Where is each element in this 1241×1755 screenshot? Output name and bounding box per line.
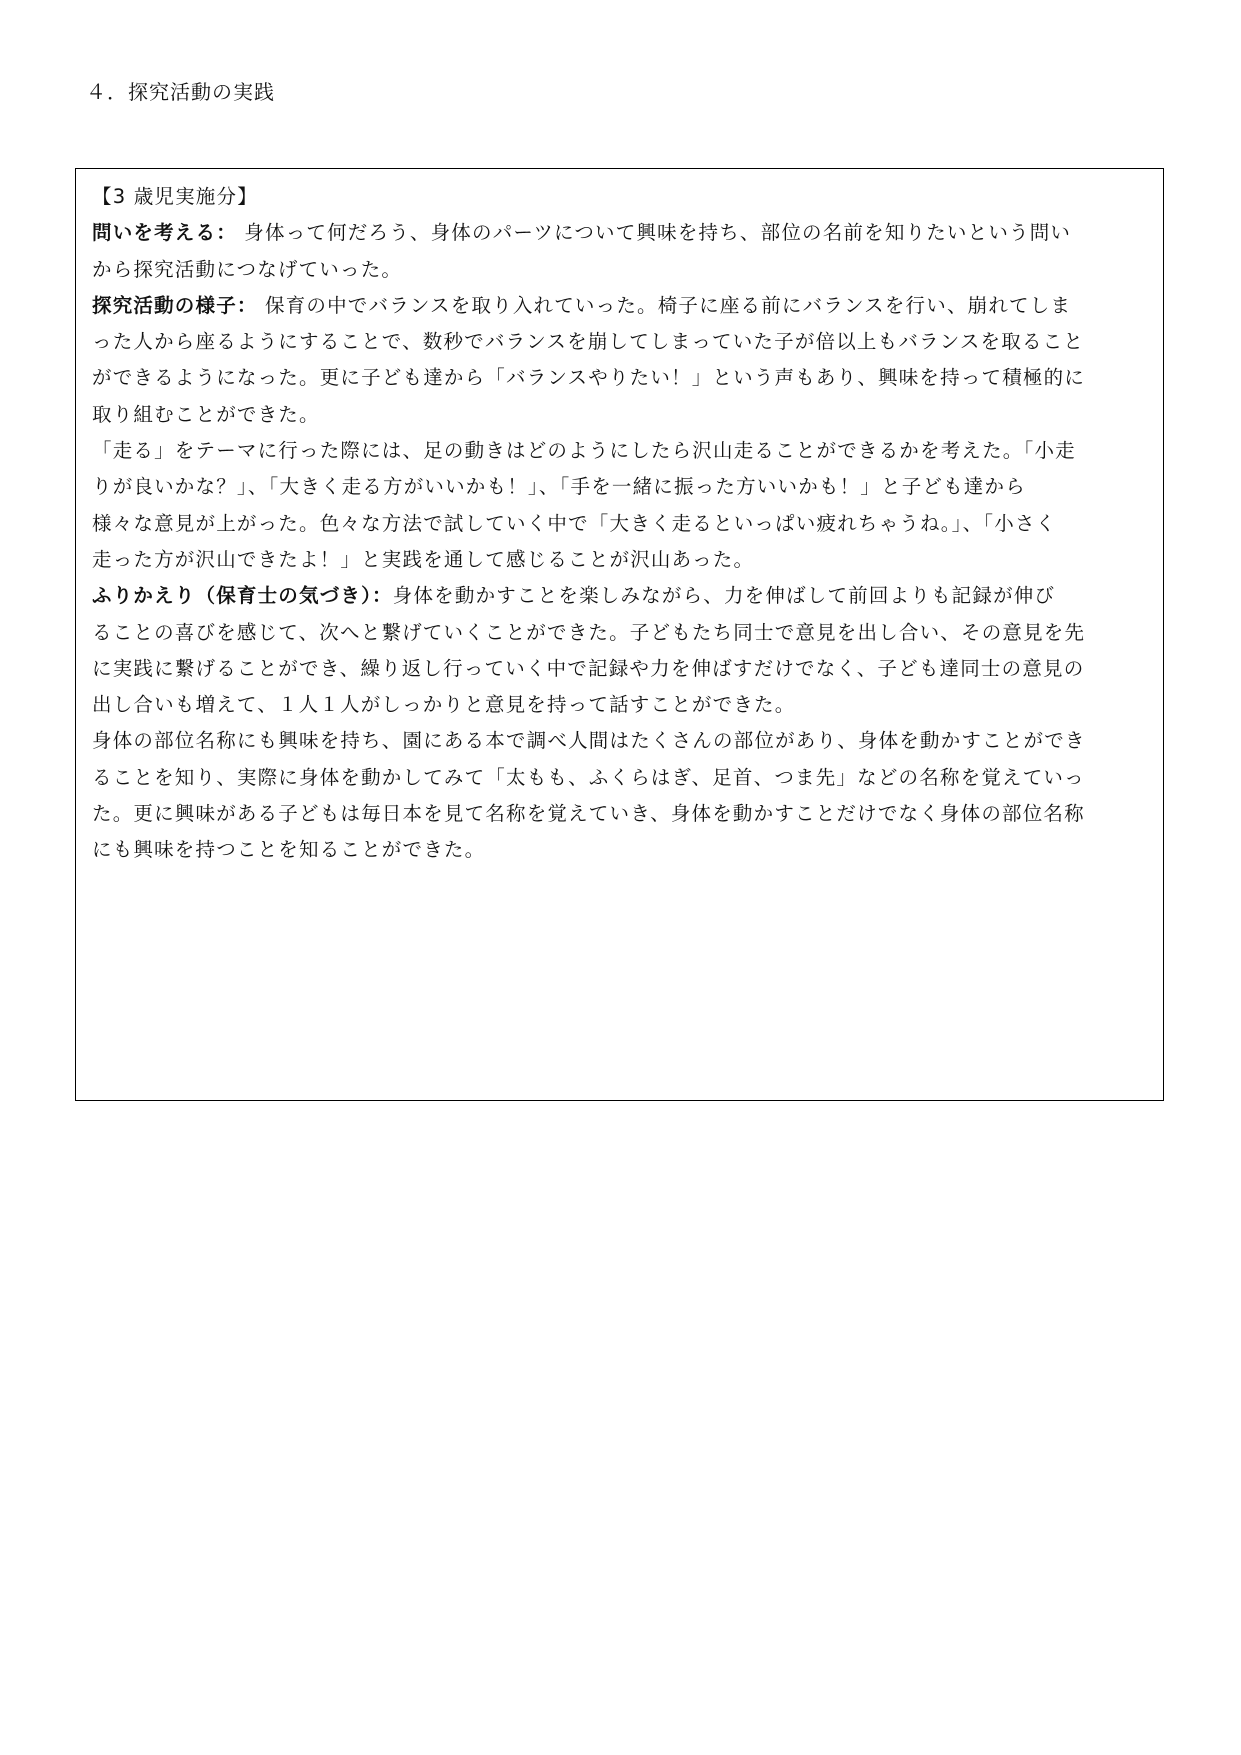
reflection-line-2: ることの喜びを感じて、次へと繋げていくことができた。子どもたち同士で意見を出し合い、その意見を先	[92, 620, 1086, 644]
activity-line-3: ができるようになった。更に子ども達から「バランスやりたい！」という声もあり、興味を持って積極的に	[92, 366, 1086, 390]
activity-label: 探究活動の様子：	[92, 293, 258, 317]
body-parts-line-3: た。更に興味がある子どもは毎日本を見て名称を覚えていき、身体を動かすことだけでなく身体の部位名称	[92, 802, 1085, 826]
body-parts-line-4: にも興味を持つことを知ることができた。	[92, 838, 486, 862]
section-heading: ４．探究活動の実践	[86, 80, 275, 104]
reflection-line-1	[92, 578, 1150, 614]
running-line-1: 「走る」をテーマに行った際には、足の動きはどのようにしたら沢山走ることができるかを考えた。「小走	[92, 439, 1076, 463]
activity-line-1	[92, 288, 1150, 324]
report-body	[92, 179, 1150, 869]
body-parts-line-1: 身体の部位名称にも興味を持ち、園にある本で調べ人間はたくさんの部位があり、身体を動かすことができ	[92, 729, 1086, 753]
running-line-3: 様々な意見が上がった。色々な方法で試していく中で「大きく走るといっぱい疲れちゃうね。」、「小さく	[92, 511, 1057, 535]
activity-line-4: 取り組むことができた。	[92, 402, 320, 426]
reflection-text-1: 身体を動かすことを楽しみながら、力を伸ばして前回よりも記録が伸び	[392, 584, 1056, 608]
question-text-1: 身体って何だろう、身体のパーツについて興味を持ち、部位の名前を知りたいという問い	[236, 221, 1072, 245]
practice-report-box	[75, 168, 1164, 1101]
question-line-1	[92, 215, 1150, 251]
running-line-4: 走った方が沢山できたよ！」と実践を通して感じることが沢山あった。	[92, 547, 755, 571]
question-line-2: から探究活動につなげていった。	[92, 257, 403, 281]
activity-text-1: 保育の中でバランスを取り入れていった。椅子に座る前にバランスを行い、崩れてしま	[257, 293, 1072, 317]
activity-line-2: った人から座るようにすることで、数秒でバランスを崩してしまっていた子が倍以上もバランスを取ること	[92, 330, 1085, 354]
reflection-line-4: 出し合いも増えて、１人１人がしっかりと意見を持って話すことができた。	[92, 693, 796, 717]
age-group-tag: 【3 歳児実施分】	[92, 185, 258, 208]
question-label: 問いを考える：	[92, 221, 237, 245]
reflection-line-3: に実践に繋げることができ、繰り返し行っていく中で記録や力を伸ばすだけでなく、子ども達同士の意見の	[92, 656, 1085, 680]
running-line-2: りが良いかな？」、「大きく走る方がいいかも！」、「手を一緒に振った方いいかも！」と子ども達から	[92, 475, 1026, 499]
reflection-label: ふりかえり（保育士の気づき）：	[92, 584, 393, 608]
body-parts-line-2: ることを知り、実際に身体を動かしてみて「太もも、ふくらはぎ、足首、つま先」などの名称を覚えていっ	[92, 765, 1085, 789]
